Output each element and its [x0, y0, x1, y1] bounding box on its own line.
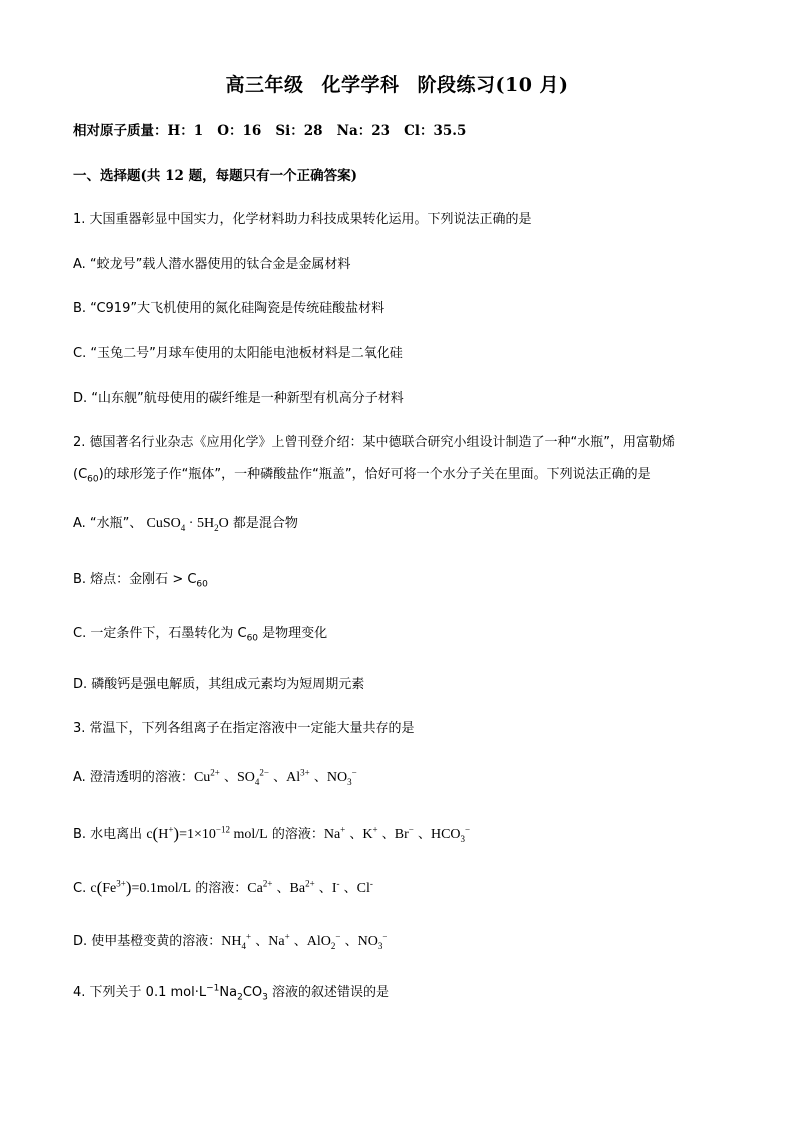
q4-stem: 4. 下列关于 0.1 $mol\cdot L^{-1}Na_2CO_3$ 溶液的叙述错误的是	[73, 983, 389, 1003]
q2-option-b: B. 熔点：金刚石 > $C_{60}$	[73, 572, 208, 590]
atomic-masses: 相对原子质量：H：1 O：16 Si：28 Na：23 Cl：35.5	[73, 123, 467, 139]
q1-option-c: C. “玉兔二号”月球车使用的太阳能电池板材料是二氧化硅	[73, 346, 403, 361]
title-subject: 化学学科	[321, 74, 400, 96]
q1-stem: 1. 大国重器彰显中国实力，化学材料助力科技成果转化运用。下列说法正确的是	[73, 212, 532, 227]
q2-option-a: A. “水瓶”、 CuSO$_4$ · $5H_2O$ 都是混合物	[73, 516, 298, 533]
q3-stem: 3. 常温下，下列各组离子在指定溶液中一定能大量共存的是	[73, 721, 415, 736]
q1-option-a: A. “蛟龙号”载人潜水器使用的钛合金是金属材料	[73, 257, 351, 272]
title-exam: 阶段练习(10 月)	[417, 74, 569, 96]
q3-option-a: A. 澄清透明的溶液：$Cu^{2+}$ 、$SO_4^{2-}$ 、$Al^{3+}$ 、$NO_3^-$	[73, 767, 357, 787]
q3-option-d: D. 使甲基橙变黄的溶液：$NH_4^+$ 、Na+ 、AlO$_2$− 、$NO_3^-$	[73, 931, 388, 951]
q1-option-d: D. “山东舰”航母使用的碳纤维是一种新型有机高分子材料	[73, 391, 404, 406]
q1-option-b: B. “C919”大飞机使用的氮化硅陶瓷是传统硅酸盐材料	[73, 301, 385, 316]
q2-option-d: D. 磷酸钙是强电解质，其组成元素均为短周期元素	[73, 677, 365, 692]
q2-option-c: C. 一定条件下，石墨转化为 $C_{60}$ 是物理变化	[73, 626, 328, 644]
title-grade: 高三年级	[225, 74, 304, 96]
section-heading: 一、选择题(共 12 题，每题只有一个正确答案)	[73, 168, 357, 184]
q3-option-b: B. 水电离出 $c(H^+)=1\times 10^{-12}$ mol/L 的溶液：Na+ 、K+ 、Br− 、$HCO_3^-$	[73, 824, 471, 844]
q2-stem-line1: 2. 德国著名行业杂志《应用化学》上曾刊登介绍：某中德联合研究小组设计制造了一种“水瓶”，用富勒烯	[73, 435, 676, 450]
q3-option-c: C. $c(Fe^{3+})=0.1mol/L$ 的溶液：$Ca^{2+}$ 、$Ba^{2+}$ 、I- 、Cl-	[73, 878, 373, 897]
page-title	[0, 70, 794, 97]
q2-stem-line2: $(C_{60})$的球形笼子作“瓶体”，一种磷酸盐作“瓶盖”，恰好可将一个水分子关在里面。下列说法正确的是	[73, 467, 651, 485]
